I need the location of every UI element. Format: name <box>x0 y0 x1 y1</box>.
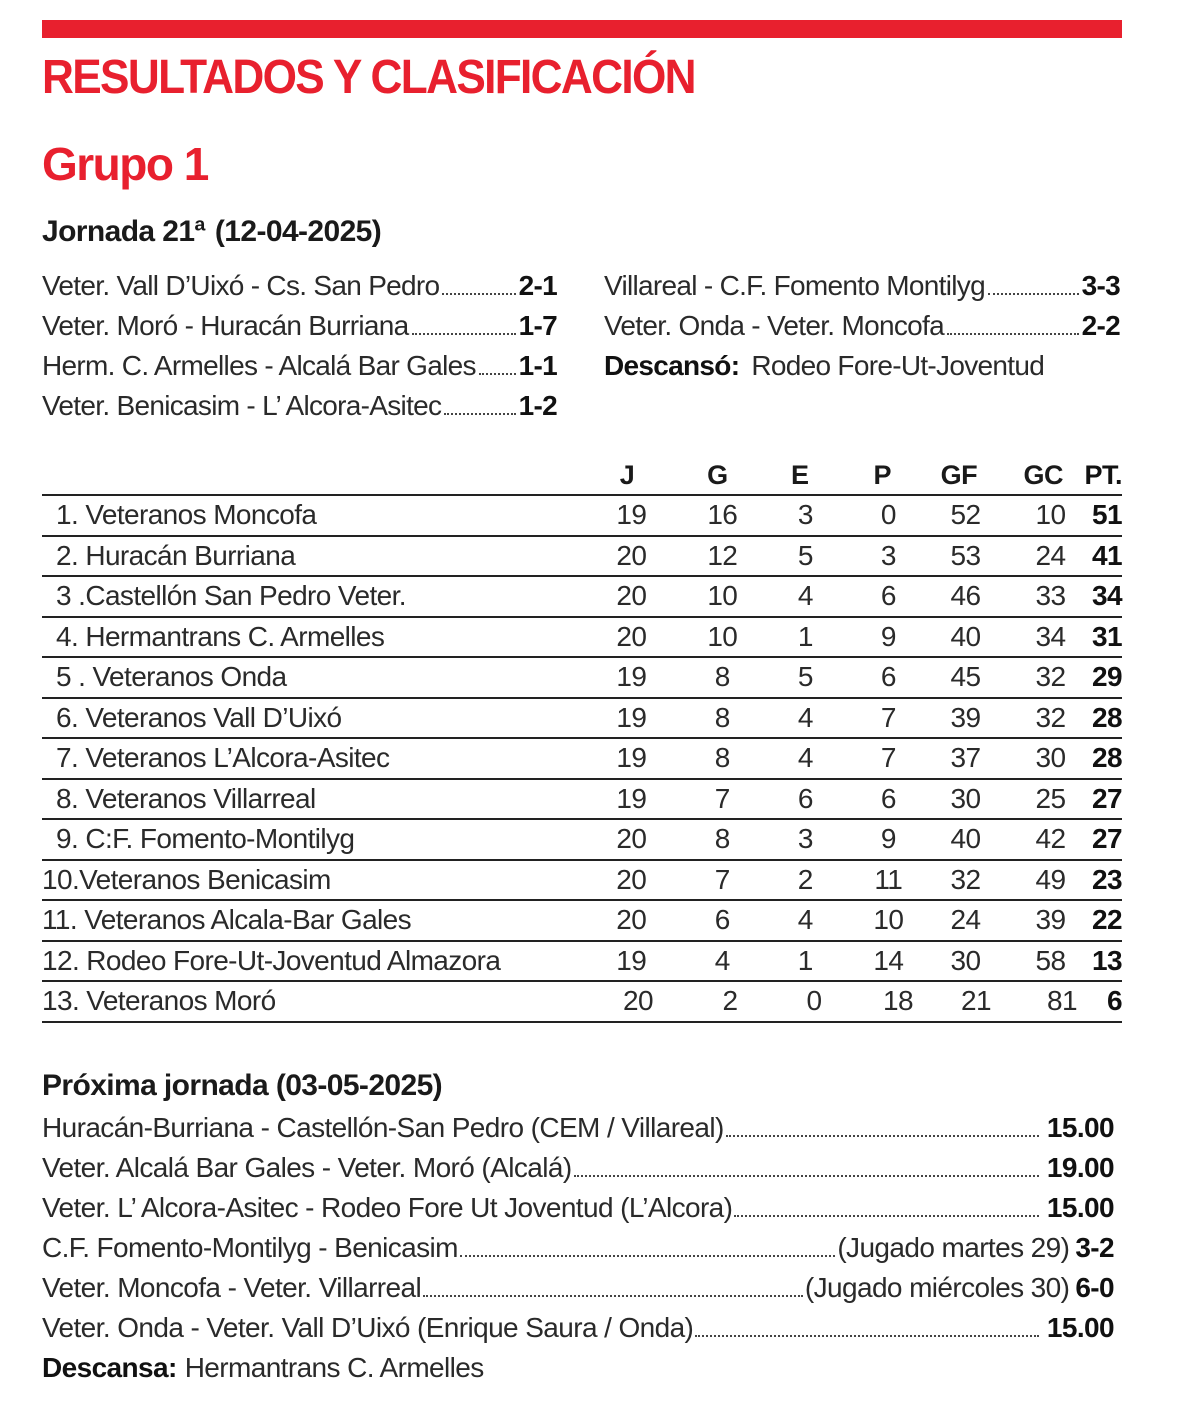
cell-e: 4 <box>797 580 813 612</box>
result-match: Veter. Vall D’Uixó - Cs. San Pedro <box>42 270 440 301</box>
cell-p: 6 <box>880 782 896 814</box>
result-match: Veter. Benicasim - L’ Alcora-Asitec <box>42 390 442 421</box>
cell-gc: 24 <box>1035 539 1066 571</box>
fixture-match: Veter. Moncofa - Veter. Villarreal <box>42 1272 422 1303</box>
table-row <box>42 618 1122 659</box>
table-row <box>42 780 1122 821</box>
header-p: P <box>873 459 892 490</box>
cell-gc: 33 <box>1035 580 1066 612</box>
cell-gf: 40 <box>950 620 981 652</box>
cell-gc: 34 <box>1035 620 1066 652</box>
cell-j: 20 <box>616 620 647 652</box>
leader-dots <box>423 1295 803 1297</box>
cell-gf: 53 <box>950 539 981 571</box>
cell-e: 4 <box>797 742 813 774</box>
leader-dots <box>734 1215 1039 1217</box>
results-right-column <box>604 266 1120 386</box>
table-row <box>42 942 1122 983</box>
cell-g: 8 <box>714 701 730 733</box>
fixture-row <box>42 1148 1114 1188</box>
fixture-row <box>42 1188 1114 1228</box>
next-rest-team: Hermantrans C. Armelles <box>184 1352 484 1383</box>
cell-gf: 32 <box>950 863 981 895</box>
fixture-time: 15.00 <box>1046 1192 1114 1223</box>
group-title: Grupo 1 <box>42 138 208 190</box>
cell-team: 12. Rodeo Fore-Ut-Joventud Almazora <box>42 944 501 976</box>
cell-gf: 21 <box>961 985 991 1017</box>
cell-team: 2. Huracán Burriana <box>56 539 296 571</box>
leader-dots <box>695 1335 1039 1337</box>
cell-team: 5 . Veteranos Onda <box>56 661 287 693</box>
table-row <box>42 699 1122 740</box>
cell-p: 6 <box>880 580 896 612</box>
cell-gf: 30 <box>950 944 981 976</box>
table-row <box>42 982 1122 1023</box>
leader-dots <box>726 1135 1039 1137</box>
rest-label: Descansó: <box>604 350 740 381</box>
cell-j: 19 <box>616 701 647 733</box>
leader-dots <box>988 293 1079 295</box>
cell-pt: 23 <box>1092 863 1122 895</box>
result-row <box>604 266 1120 306</box>
header-j: J <box>619 459 635 490</box>
fixture-row <box>42 1308 1114 1348</box>
cell-gf: 24 <box>950 904 981 936</box>
standings-body <box>42 496 1122 1023</box>
header-pt: PT. <box>1084 459 1122 490</box>
header-gf: GF <box>940 459 978 490</box>
next-round-rest <box>42 1348 484 1388</box>
leader-dots <box>444 413 515 415</box>
cell-pt: 27 <box>1092 823 1122 855</box>
cell-e: 3 <box>797 823 813 855</box>
cell-p: 7 <box>880 742 896 774</box>
table-row <box>42 658 1122 699</box>
cell-e: 4 <box>797 904 813 936</box>
cell-gc: 58 <box>1035 944 1066 976</box>
leader-dots <box>479 373 516 375</box>
fixture-match: Veter. Onda - Veter. Vall D’Uixó (Enrique Saura / Onda) <box>42 1312 694 1343</box>
top-accent-bar <box>42 20 1122 38</box>
next-round-title: Próxima jornada (03-05-2025) <box>42 1069 443 1102</box>
table-row <box>42 496 1122 537</box>
cell-team: 6. Veteranos Vall D’Uixó <box>56 701 342 733</box>
result-row <box>42 266 557 306</box>
cell-p: 6 <box>880 661 896 693</box>
cell-j: 19 <box>616 782 647 814</box>
result-match: Veter. Onda - Veter. Moncofa <box>604 310 944 341</box>
cell-p: 3 <box>880 539 896 571</box>
cell-e: 5 <box>797 539 813 571</box>
fixture-time: 15.00 <box>1046 1112 1114 1143</box>
table-row <box>42 861 1122 902</box>
cell-gf: 39 <box>950 701 981 733</box>
table-row <box>42 537 1122 578</box>
cell-p: 7 <box>880 701 896 733</box>
cell-gc: 30 <box>1035 742 1066 774</box>
cell-p: 18 <box>883 985 913 1017</box>
header-e: E <box>791 459 809 490</box>
cell-gc: 49 <box>1035 863 1066 895</box>
cell-g: 4 <box>714 944 730 976</box>
jornada-label: Jornada 21ª <box>42 215 205 248</box>
cell-team: 8. Veteranos Villarreal <box>56 782 316 814</box>
table-row <box>42 820 1122 861</box>
cell-j: 20 <box>616 580 647 612</box>
leader-dots <box>442 293 515 295</box>
cell-g: 16 <box>707 499 738 531</box>
result-score: 2-2 <box>1081 310 1120 341</box>
cell-p: 9 <box>880 823 896 855</box>
result-score: 1-2 <box>518 390 557 421</box>
fixture-match: C.F. Fomento-Montilyg - Benicasim <box>42 1232 458 1263</box>
cell-j: 20 <box>616 823 647 855</box>
cell-gf: 45 <box>950 661 981 693</box>
leader-dots <box>574 1175 1039 1177</box>
cell-p: 14 <box>873 944 904 976</box>
fixture-row <box>42 1108 1114 1148</box>
cell-team: 13. Veteranos Moró <box>42 985 276 1017</box>
cell-e: 0 <box>806 985 822 1017</box>
table-row <box>42 901 1122 942</box>
cell-team: 7. Veteranos L’Alcora-Asitec <box>56 742 390 774</box>
rest-row <box>604 346 1120 386</box>
result-match: Villareal - C.F. Fomento Montilyg <box>604 270 985 301</box>
result-match: Herm. C. Armelles - Alcalá Bar Gales <box>42 350 476 381</box>
cell-team: 11. Veteranos Alcala-Bar Gales <box>42 904 412 936</box>
cell-team: 3 .Castellón San Pedro Veter. <box>56 580 406 612</box>
fixture-match: Huracán-Burriana - Castellón-San Pedro (CEM / Villareal) <box>42 1112 724 1143</box>
cell-g: 8 <box>714 823 730 855</box>
cell-j: 20 <box>616 863 647 895</box>
cell-gc: 32 <box>1035 701 1066 733</box>
standings-header <box>42 456 1122 496</box>
result-score: 2-1 <box>518 270 557 301</box>
cell-e: 2 <box>797 863 813 895</box>
cell-e: 3 <box>797 499 813 531</box>
result-row <box>604 306 1120 346</box>
rest-team: Rodeo Fore-Ut-Joventud <box>751 350 1045 381</box>
cell-pt: 28 <box>1092 742 1122 774</box>
cell-gc: 10 <box>1035 499 1066 531</box>
cell-e: 6 <box>797 782 813 814</box>
cell-gf: 46 <box>950 580 981 612</box>
fixture-match: Veter. Alcalá Bar Gales - Veter. Moró (Alcalá) <box>42 1152 572 1183</box>
cell-pt: 6 <box>1107 985 1122 1017</box>
result-match: Veter. Moró - Huracán Burriana <box>42 310 409 341</box>
cell-j: 20 <box>623 985 653 1017</box>
fixture-note: (Jugado miércoles 30) <box>804 1272 1070 1303</box>
cell-g: 10 <box>707 620 738 652</box>
cell-j: 19 <box>616 944 647 976</box>
cell-g: 6 <box>714 904 730 936</box>
cell-pt: 13 <box>1092 944 1122 976</box>
next-round-fixtures <box>42 1108 1114 1348</box>
cell-p: 9 <box>880 620 896 652</box>
header-gc: GC <box>1023 459 1063 490</box>
cell-gc: 32 <box>1035 661 1066 693</box>
cell-team: 4. Hermantrans C. Armelles <box>56 620 385 652</box>
cell-p: 11 <box>874 863 903 895</box>
result-row <box>42 346 557 386</box>
cell-gf: 52 <box>950 499 981 531</box>
fixture-time: 15.00 <box>1046 1312 1114 1343</box>
jornada-heading <box>42 212 381 252</box>
fixture-time: 19.00 <box>1046 1152 1114 1183</box>
cell-gf: 30 <box>950 782 981 814</box>
cell-pt: 29 <box>1092 661 1122 693</box>
jornada-date: (12-04-2025) <box>214 215 382 248</box>
cell-j: 19 <box>616 661 647 693</box>
cell-pt: 41 <box>1092 539 1122 571</box>
fixture-row <box>42 1268 1114 1308</box>
cell-p: 0 <box>880 499 896 531</box>
result-score: 1-1 <box>518 350 557 381</box>
cell-gc: 81 <box>1047 985 1077 1017</box>
cell-g: 8 <box>714 661 730 693</box>
cell-pt: 27 <box>1092 782 1122 814</box>
cell-e: 1 <box>797 620 813 652</box>
result-score: 1-7 <box>518 310 557 341</box>
cell-e: 5 <box>797 661 813 693</box>
cell-g: 7 <box>714 863 730 895</box>
cell-pt: 51 <box>1092 499 1122 531</box>
cell-team: 9. C:F. Fomento-Montilyg <box>56 823 355 855</box>
cell-j: 19 <box>616 499 647 531</box>
fixture-row <box>42 1228 1114 1268</box>
standings-table <box>42 456 1122 1023</box>
cell-gc: 42 <box>1035 823 1066 855</box>
fixture-time: 3-2 <box>1075 1232 1114 1263</box>
cell-g: 10 <box>707 580 738 612</box>
cell-e: 1 <box>797 944 813 976</box>
page-title: RESULTADOS Y CLASIFICACIÓN <box>42 51 695 104</box>
cell-g: 2 <box>722 985 738 1017</box>
result-row <box>42 306 557 346</box>
leader-dots <box>947 333 1079 335</box>
cell-team: 10.Veteranos Benicasim <box>42 863 331 895</box>
next-rest-label: Descansa: <box>42 1352 177 1383</box>
cell-j: 20 <box>616 539 647 571</box>
leader-dots <box>460 1255 835 1257</box>
fixture-note: (Jugado martes 29) <box>837 1232 1070 1263</box>
cell-e: 4 <box>797 701 813 733</box>
table-row <box>42 577 1122 618</box>
cell-g: 8 <box>714 742 730 774</box>
cell-gc: 25 <box>1035 782 1066 814</box>
fixture-match: Veter. L’ Alcora-Asitec - Rodeo Fore Ut Joventud (L’Alcora) <box>42 1192 733 1223</box>
cell-gf: 40 <box>950 823 981 855</box>
cell-j: 19 <box>616 742 647 774</box>
cell-pt: 22 <box>1092 904 1122 936</box>
result-row <box>42 386 557 426</box>
fixture-time: 6-0 <box>1075 1272 1114 1303</box>
leader-dots <box>412 333 516 335</box>
cell-j: 20 <box>616 904 647 936</box>
results-left-column <box>42 266 557 426</box>
cell-pt: 31 <box>1092 620 1122 652</box>
cell-gc: 39 <box>1035 904 1066 936</box>
cell-g: 7 <box>714 782 730 814</box>
cell-p: 10 <box>873 904 904 936</box>
cell-pt: 34 <box>1092 580 1122 612</box>
result-score: 3-3 <box>1081 270 1120 301</box>
cell-team: 1. Veteranos Moncofa <box>56 499 317 531</box>
cell-pt: 28 <box>1092 701 1122 733</box>
cell-g: 12 <box>707 539 738 571</box>
table-row <box>42 739 1122 780</box>
cell-gf: 37 <box>950 742 981 774</box>
header-g: G <box>707 459 728 490</box>
